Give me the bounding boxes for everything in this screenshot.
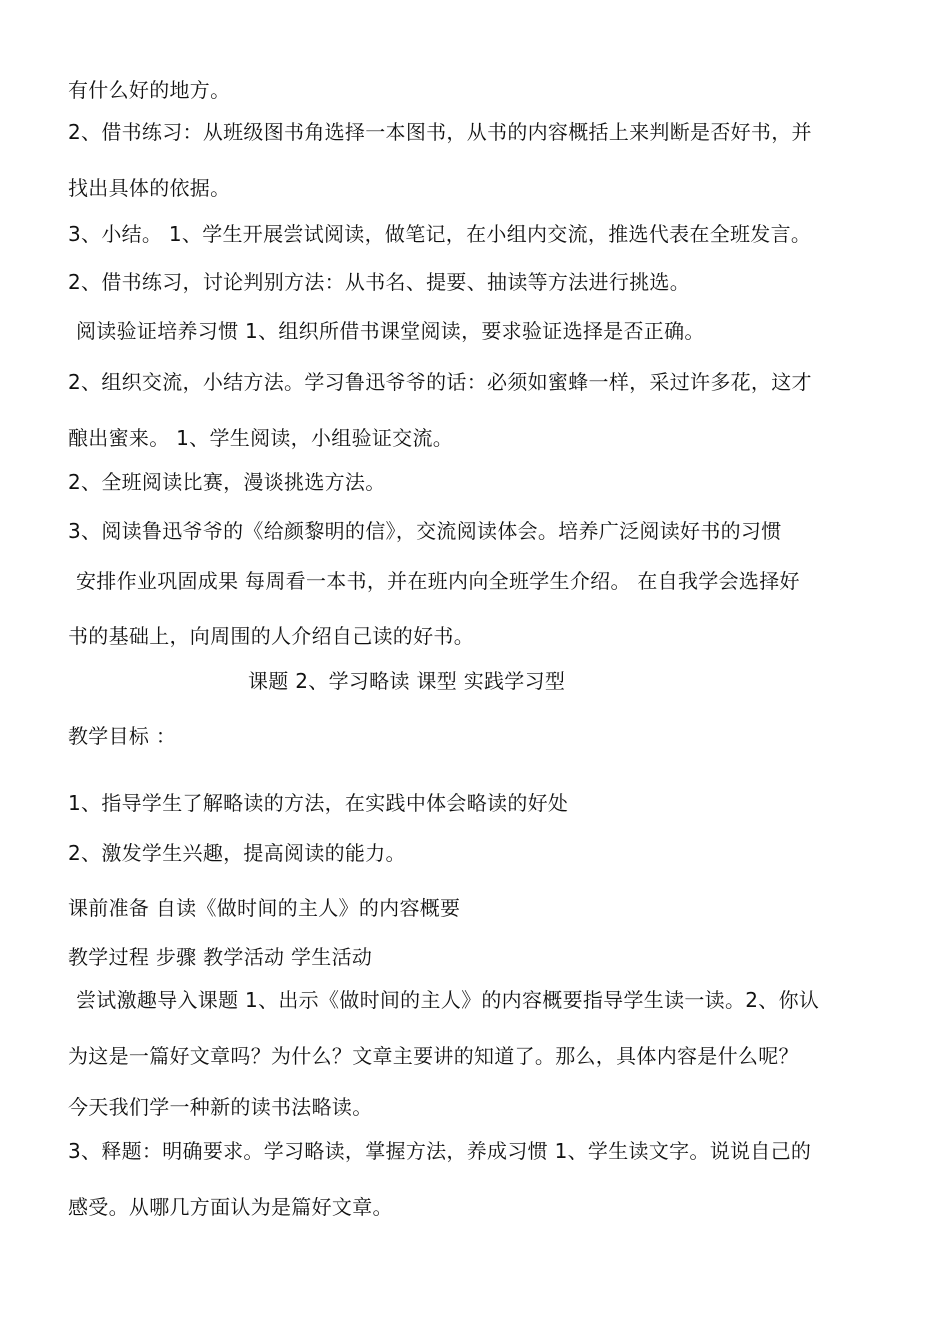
section-heading: 课题 2、学习略读 课型 实践学习型 bbox=[248, 669, 566, 693]
text-line-8: 酿出蜜来。 1、学生阅读，小组验证交流。 bbox=[68, 426, 454, 450]
text-line-17: 课前准备 自读《做时间的主人》的内容概要 bbox=[68, 896, 461, 920]
text-line-9: 2、全班阅读比赛，漫谈挑选方法。 bbox=[68, 470, 386, 494]
text-line-14: 教学目标 ： bbox=[68, 724, 177, 748]
text-line-5: 2、借书练习，讨论判别方法：从书名、提要、抽读等方法进行挑选。 bbox=[68, 270, 691, 294]
text-line-10: 3、阅读鲁迅爷爷的《给颜黎明的信》，交流阅读体会。培养广泛阅读好书的习惯 bbox=[68, 519, 782, 543]
text-line-16: 2、激发学生兴趣，提高阅读的能力。 bbox=[68, 841, 406, 865]
text-line-6: 阅读验证培养习惯 1、组织所借书课堂阅读，要求验证选择是否正确。 bbox=[76, 319, 705, 343]
text-line-3: 找出具体的依据。 bbox=[68, 176, 231, 200]
text-line-22: 3、释题：明确要求。学习略读，掌握方法，养成习惯 1、学生读文字。说说自己的 bbox=[68, 1139, 812, 1163]
text-line-23: 感受。从哪几方面认为是篇好文章。 bbox=[68, 1195, 393, 1219]
text-line-2: 2、借书练习：从班级图书角选择一本图书，从书的内容概括上来判断是否好书，并 bbox=[68, 120, 812, 144]
text-line-1: 有什么好的地方。 bbox=[68, 78, 231, 102]
text-line-7: 2、组织交流，小结方法。学习鲁迅爷爷的话：必须如蜜蜂一样，采过许多花，这才 bbox=[68, 370, 812, 394]
text-line-19: 尝试激趣导入课题 1、出示《做时间的主人》的内容概要指导学生读一读。2、你认 bbox=[76, 988, 820, 1012]
text-line-4: 3、小结。 1、学生开展尝试阅读，做笔记，在小组内交流，推选代表在全班发言。 bbox=[68, 222, 812, 246]
text-line-20: 为这是一篇好文章吗？为什么？文章主要讲的知道了。那么，具体内容是什么呢？ bbox=[68, 1044, 799, 1068]
text-line-21: 今天我们学一种新的读书法略读。 bbox=[68, 1095, 373, 1119]
text-line-11: 安排作业巩固成果 每周看一本书，并在班内向全班学生介绍。 在自我学会选择好 bbox=[76, 569, 800, 593]
text-line-18: 教学过程 步骤 教学活动 学生活动 bbox=[68, 945, 373, 969]
text-line-15: 1、指导学生了解略读的方法，在实践中体会略读的好处 bbox=[68, 791, 569, 815]
text-line-12: 书的基础上，向周围的人介绍自己读的好书。 bbox=[68, 624, 474, 648]
